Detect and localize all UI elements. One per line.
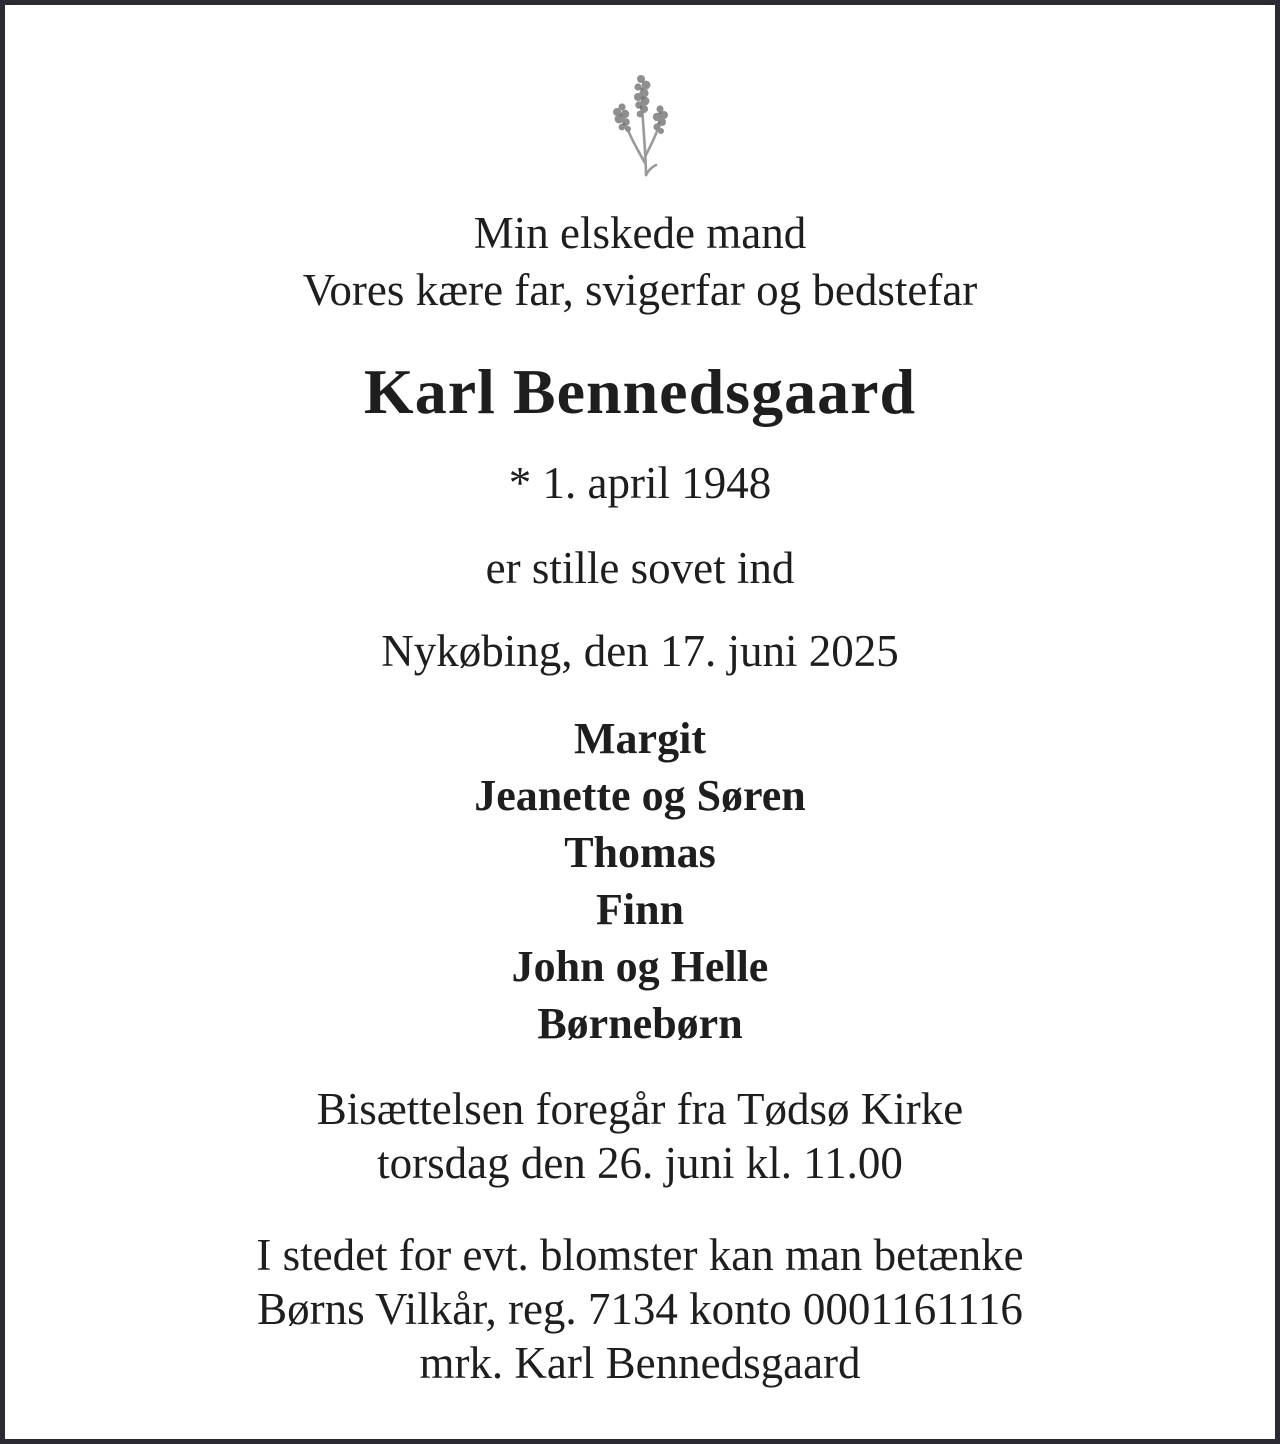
donation-line-2: Børns Vilkår, reg. 7134 konto 0001161116 <box>257 1284 1023 1334</box>
place-date-line: Nykøbing, den 17. juni 2025 <box>381 626 899 676</box>
intro-lines <box>5 205 1275 319</box>
donation-line-3: mrk. Karl Bennedsgaard <box>419 1338 861 1388</box>
mourner-line: Thomas <box>564 828 716 877</box>
mourner-line: Margit <box>574 714 706 763</box>
ceremony-info <box>5 1082 1275 1190</box>
donation-line-1: I stedet for evt. blomster kan man betænke <box>256 1230 1024 1280</box>
mourner-line: Finn <box>595 885 685 934</box>
deceased-name: Karl Bennedsgaard <box>363 356 917 427</box>
passing-phrase-line: er stille sovet ind <box>485 543 795 593</box>
donation-info <box>5 1228 1275 1390</box>
mourner-line: Børnebørn <box>537 999 743 1048</box>
ceremony-line-2: torsdag den 26. juni kl. 11.00 <box>377 1138 903 1188</box>
mourners-list <box>5 710 1275 1052</box>
ceremony-line-1: Bisættelsen foregår fra Tødsø Kirke <box>316 1084 964 1134</box>
mourner-line: Jeanette og Søren <box>474 771 806 820</box>
flower-sprig-icon <box>5 67 1275 179</box>
birth-date-line: * 1. april 1948 <box>508 458 772 508</box>
intro-line-1: Min elskede mand <box>473 208 807 258</box>
intro-line-2: Vores kære far, svigerfar og bedstefar <box>302 265 978 315</box>
mourner-line: John og Helle <box>511 942 769 991</box>
